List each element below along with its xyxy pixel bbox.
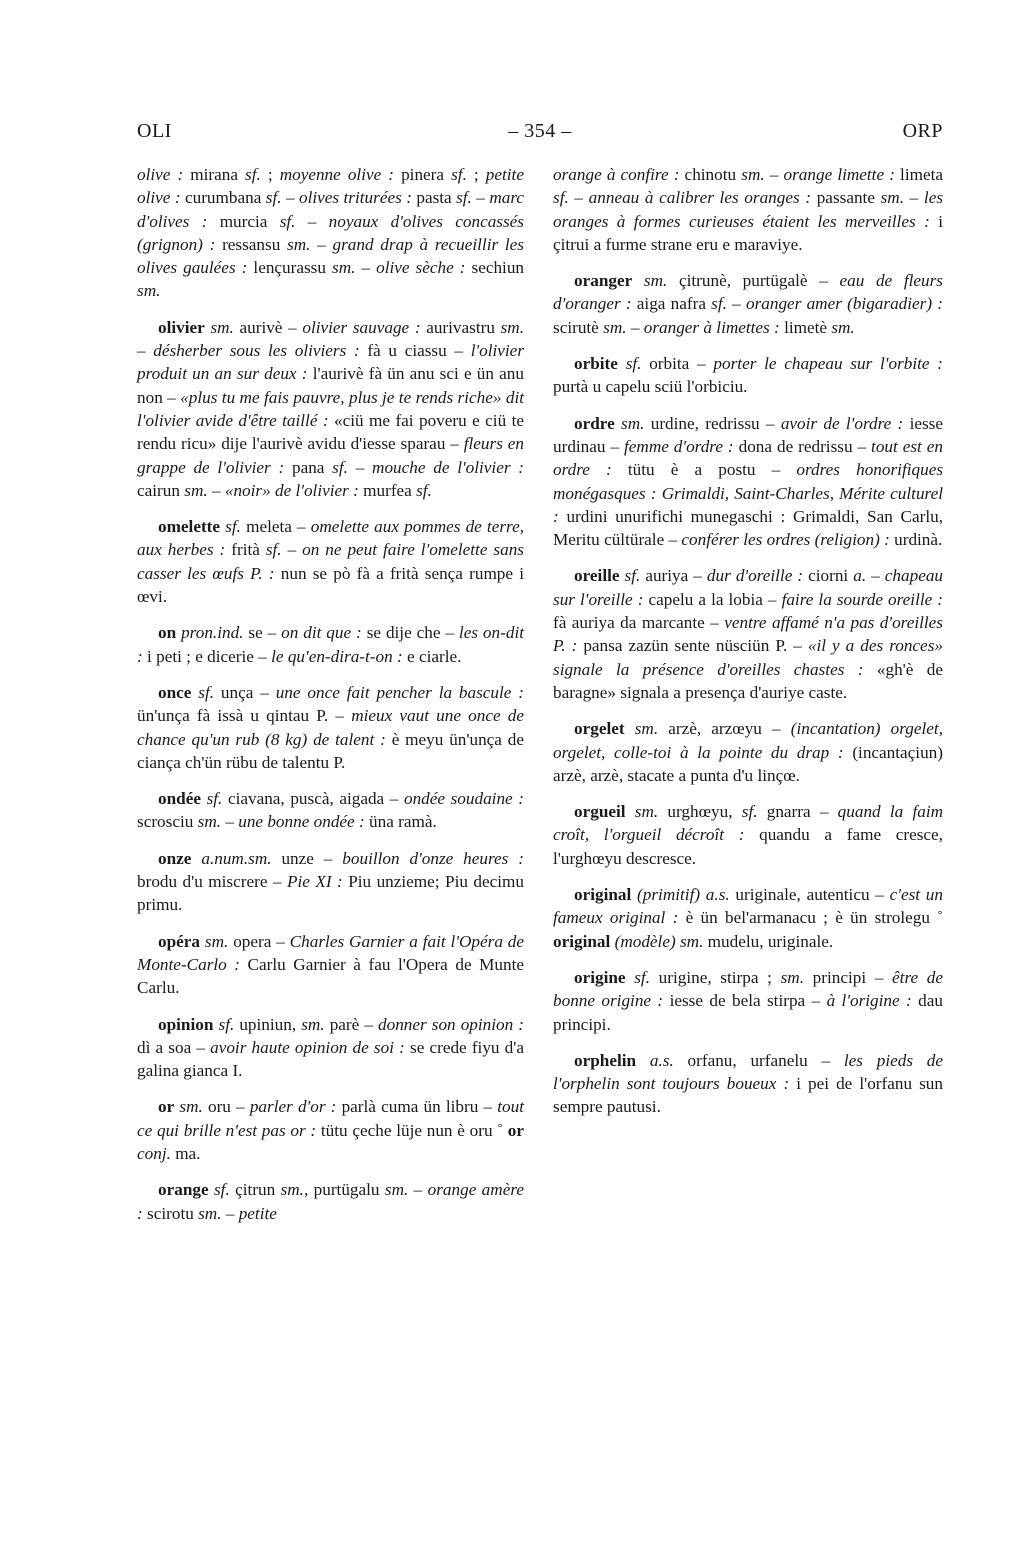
french-phrase: sm. [301,1014,325,1034]
monegasque-text: tütu çeche lüje nun è oru ˚ [316,1120,508,1140]
dictionary-entry [553,352,943,399]
headword: orphelin [574,1050,637,1070]
french-phrase: sf. [206,789,223,809]
monegasque-text: purtà u capelu sciü l'orbiciu. [553,377,748,397]
dictionary-entry [553,717,943,787]
french-phrase: sm. [384,1180,409,1200]
monegasque-text: urdini unurifichi munegaschi : Grimaldi, San Carlu, Meritu cültürale – [553,506,943,550]
french-phrase: tout ce qui brille n'est pas or : [137,1097,524,1140]
monegasque-text: limeta [894,165,944,184]
headword: orgelet [574,719,625,739]
monegasque-text: – [295,211,329,231]
monegasque-text: – [207,480,225,500]
french-phrase: porter le chapeau sur l'orbite : [713,354,944,374]
monegasque-text: meleta – [240,517,311,537]
french-phrase: oranger amer (bigaradier) : [745,294,944,314]
french-phrase: anneau à calibrer les oranges : [588,188,812,208]
french-phrase: sm. [500,317,524,337]
monegasque-text: dau principi. [553,991,943,1034]
headword: on [158,623,177,643]
monegasque-text: murfea [358,480,417,500]
monegasque-text: opera – [228,931,290,951]
french-phrase: olives triturées : [299,188,412,208]
monegasque-text: curumbana [180,188,266,208]
french-phrase: parler d'or : [249,1097,337,1117]
monegasque-text: principi – [804,967,893,987]
monegasque-text: i peti ; e dicerie – [142,646,272,666]
monegasque-text: pana [284,457,333,477]
french-phrase: sf. [634,967,650,987]
french-phrase: orange amère : [137,1180,524,1223]
monegasque-text [618,354,626,373]
french-phrase: mieux vaut une once de chance qu'un rub (8 kg) de talent : [137,706,524,749]
headword: original [553,931,611,951]
monegasque-text: urghœyu, [658,802,742,822]
monegasque-text: arzè, arzœyu – [658,719,791,739]
french-phrase: sm. [137,281,161,301]
french-phrase: tout est en ordre : [553,436,943,480]
monegasque-text: – [281,188,299,208]
monegasque-text: se dije che – [361,623,459,643]
monegasque-text: – [726,294,746,314]
monegasque-text: Carlu Garnier à fau l'Opera de Munte Carlu. [137,954,524,998]
monegasque-text: , purtügalu [303,1180,385,1200]
dictionary-entry [137,621,524,668]
monegasque-text: dona de redrissu – [733,436,872,456]
french-phrase: ordres honorifiques monégasques : Grimaldi, Saint-Charles, Mérite culturel : [553,460,944,526]
dictionary-entry [137,1095,524,1165]
monegasque-text: – [408,1180,428,1200]
french-phrase: les on-dit : [137,623,524,666]
dictionary-entry [137,930,524,1000]
french-phrase: eau de fleurs d'oranger : [553,271,943,314]
monegasque-text: aurivè – [233,317,303,337]
monegasque-text: se crede fiyu d'a galina gianca I. [137,1037,524,1081]
monegasque-text: orbita – [641,354,714,374]
entry-continuation [553,163,943,256]
headword: onze [158,848,192,868]
monegasque-text: (incantaçiun) arzè, arzè, stacate a punta d'u linçœ. [553,742,943,785]
monegasque-text: unça – [214,682,276,702]
french-phrase: sm. [280,1180,304,1200]
headword: original [574,885,632,905]
french-phrase: sm. [741,165,765,184]
monegasque-text [626,968,635,987]
monegasque-text: fà auriya da marcante – [553,613,725,633]
monegasque-text: dì a soa – [137,1037,211,1057]
monegasque-text: lençurassu [247,258,333,278]
french-phrase: mouche de l'olivier : [372,457,524,477]
dictionary-entry [137,316,524,502]
french-phrase: sm. [184,480,208,500]
monegasque-text: – [310,234,333,254]
dictionary-entry [137,1013,524,1083]
dictionary-entry [137,681,524,774]
french-phrase: avoir haute opinion de soi : [210,1037,405,1057]
monegasque-text: fà u ciassu – [359,341,471,361]
monegasque-text: limetè [779,317,832,337]
french-phrase: moyenne olive : [279,165,395,184]
french-phrase: sf. [225,517,241,537]
monegasque-text: gnarra – [757,802,838,822]
french-phrase: sm. [603,317,627,337]
monegasque-text: scirutè [553,317,604,337]
french-phrase: chapeau sur l'oreille : [553,566,944,609]
french-phrase: sf. [279,211,296,231]
monegasque-text: i çitrui a furme strane eru e maraviye. [553,211,943,254]
monegasque-text: ün'unça fà issà u qintau P. – [137,706,352,726]
french-phrase: bouillon d'onze heures : [342,848,524,868]
monegasque-text: capelu a la lobia – [643,589,782,609]
french-phrase: fleurs en grappe de l'olivier : [137,434,524,477]
dictionary-entry [553,269,943,339]
french-phrase: sm. [198,1203,222,1223]
french-phrase: sf. [416,480,432,500]
french-phrase: sm. [179,1097,203,1117]
french-phrase: sm. [621,413,645,433]
french-phrase: sf. [625,354,642,374]
french-phrase: conférer les ordres (religion) : [681,530,890,550]
french-phrase: sf. [198,682,215,702]
monegasque-text: scrosciu [137,812,198,832]
french-phrase: olivier sauvage : [302,317,421,337]
french-phrase: sf. [451,165,467,184]
french-phrase: «noir» de l'olivier : [224,480,359,500]
french-phrase: conj. [137,1143,171,1163]
french-phrase: marc d'olives : [137,188,524,231]
french-phrase: sf. [624,566,641,586]
french-phrase: a.s. [649,1050,674,1070]
monegasque-text: oru – [202,1097,250,1117]
monegasque-text: brodu d'u miscrere – [137,872,287,892]
monegasque-text: uriginale, autenticu – [729,885,890,905]
entry-continuation [137,163,524,303]
dictionary-entry [553,883,943,953]
french-phrase: noyaux d'olives concassés (grignon) : [137,211,524,254]
monegasque-text [191,849,201,868]
french-phrase: sf. [711,294,727,314]
dictionary-entry [137,515,524,608]
headword: once [158,682,192,702]
french-phrase: sf. [332,457,348,477]
monegasque-text: üna ramà. [364,812,437,832]
monegasque-text: e ciarle. [402,646,462,666]
french-phrase: sm. [204,931,229,951]
french-phrase: pron.ind. [181,623,244,643]
french-phrase: petite [238,1203,277,1223]
page-number: – 354 – [508,120,572,142]
french-phrase: Charles Garnier a fait l'Opéra de Monte-Carlo : [137,931,525,974]
french-phrase: grand drap à recueillir les olives gaulées : [137,234,524,278]
monegasque-text: urigine, stirpa ; [650,967,781,987]
monegasque-text: se – [243,623,282,643]
french-phrase: on ne peut faire l'omelette sans casser les œufs P. : [137,540,524,583]
headword: oranger [574,271,633,291]
french-phrase: ondée soudaine : [403,789,525,809]
dictionary-entry [553,564,943,704]
french-phrase: sf. [213,1180,230,1200]
monegasque-text: – [347,457,373,477]
dictionary-entry [553,800,943,870]
french-phrase: (modèle) sm. [614,931,704,951]
right-column [553,163,943,1132]
monegasque-text: mudelu, uriginale. [703,931,834,951]
french-phrase: femme d'ordre : [624,436,734,456]
french-phrase: sm. [780,967,804,987]
monegasque-text: mirana [183,165,246,184]
headword: opéra [158,931,201,951]
french-phrase: sm. [210,317,234,337]
french-phrase: a.num.sm. [201,848,272,868]
monegasque-text: urdine, redrissu – [644,413,781,433]
french-phrase: sm. [831,317,855,337]
headword: oreille [574,566,620,586]
left-column [137,163,524,1238]
monegasque-text: pansa zazün sente nüsciün P. – [577,636,808,656]
monegasque-text [625,719,635,738]
monegasque-text: sechiun [465,258,525,278]
headword: or [507,1120,524,1140]
monegasque-text: urdinà. [889,530,943,550]
french-phrase: sf. [456,188,472,208]
french-phrase: sm. [287,234,311,254]
french-phrase: une bonne ondée : [238,812,365,832]
monegasque-text: upiniun, [234,1014,302,1034]
headword: olivier [158,317,205,337]
dictionary-entry [137,1178,524,1225]
monegasque-text: – [221,812,239,832]
french-phrase: être de bonne origine : [553,967,944,1011]
monegasque-text: «gh'è de baragne» signala a presença d'auriye caste. [553,659,944,702]
monegasque-text: murcia [207,211,280,231]
monegasque-text: unze – [271,848,343,868]
dictionary-entry [137,847,524,917]
french-phrase: sm. [634,719,659,739]
monegasque-text: tütu è a postu – [611,460,797,480]
monegasque-text: cairun [137,480,185,500]
monegasque-text: ciavana, puscà, aigada – [222,789,404,809]
monegasque-text [626,802,635,821]
french-phrase: une once fait pencher la bascule : [275,682,525,702]
monegasque-text: ma. [170,1143,201,1163]
monegasque-text: orfanu, urfanelu – [673,1050,844,1070]
french-phrase: sf. [218,1014,235,1034]
monegasque-text: pinera [394,165,452,184]
monegasque-text: è ün bel'armanacu ; è ün strolegu ˚ [678,908,943,928]
french-phrase: donner son opinion : [378,1014,525,1034]
french-phrase: sm. [643,271,668,291]
monegasque-text: – [866,566,885,586]
monegasque-text: scirotu [142,1203,199,1223]
dictionary-entry [553,1049,943,1119]
monegasque-text: iesse de bela stirpa – [663,991,827,1011]
monegasque-text: è meyu ün'unça de ciança ch'ün rübu de talentu P. [137,729,524,772]
monegasque-text: – [568,188,589,208]
monegasque-text: çitrun [229,1180,281,1200]
headword: omelette [158,517,221,537]
french-phrase: les oranges à formes curieuses étaient les merveilles : [553,188,944,231]
monegasque-text: Piu unzieme; Piu decimu primu. [137,872,524,915]
french-phrase: sm. [880,188,905,208]
monegasque-text: ciorni [803,566,854,586]
monegasque-text: – [221,1203,239,1223]
monegasque-text: passante [811,188,881,208]
french-phrase: a. [853,566,867,586]
french-phrase: sm. [332,258,356,278]
monegasque-text: frità [225,540,266,560]
dictionary-entry [553,966,943,1036]
french-phrase: (incantation) orgelet, orgelet, colle-toi à la pointe du drap : [553,719,943,762]
headword: ordre [574,413,615,433]
french-phrase: Pie XI : [286,872,343,892]
french-phrase: sf. [265,188,282,208]
monegasque-text: aiga nafra [631,294,712,314]
monegasque-text: parlà cuma ün libru – [336,1097,498,1117]
running-header [137,120,943,150]
french-phrase: sf. [741,802,758,822]
french-phrase: sf. [245,165,261,184]
monegasque-text: i pei de l'orfanu sun sempre pautusi. [553,1074,943,1117]
monegasque-text: ; [466,165,486,184]
monegasque-text [636,1051,650,1070]
monegasque-text: l'aurivè fà ün anu sci e ün anu non – [137,364,524,407]
header-last-guide-word: ORP [902,120,943,142]
monegasque-text: – [764,165,784,184]
french-phrase: sf. [265,540,282,560]
headword: orange [158,1180,209,1200]
french-phrase: orange à confire : [553,165,680,184]
monegasque-text [632,271,644,290]
french-phrase: on dit que : [281,623,362,643]
monegasque-text: ressansu [215,234,288,254]
monegasque-text: «ciü me fai poveru e ciü te rendu ricu» dije l'aurivè avidu d'iesse sparau – [137,410,524,454]
french-phrase: l'olivier produit un an sur deux : [137,341,525,384]
monegasque-text: – [355,258,377,278]
monegasque-text: – [137,341,154,361]
french-phrase: (primitif) a.s. [637,885,730,905]
french-phrase: olive : [137,165,184,184]
french-phrase: à l'origine : [826,991,912,1011]
french-phrase: sf. [553,188,569,208]
monegasque-text: auriya – [640,566,707,586]
headword: opinion [158,1014,214,1034]
headword: orgueil [574,802,626,822]
french-phrase: désherber sous les oliviers : [153,341,360,361]
dictionary-entry [553,412,943,552]
french-phrase: omelette aux pommes de terre, aux herbes : [137,517,525,560]
monegasque-text: aurivastru [420,317,501,337]
french-phrase: ventre affamé n'a pas d'oreilles P. : [553,613,943,656]
monegasque-text: pasta [411,188,457,208]
french-phrase: les pieds de l'orphelin sont toujours boueux : [553,1050,943,1094]
monegasque-text: iesse urdinau – [553,413,943,456]
monegasque-text: – [904,188,924,208]
monegasque-text: – [471,188,490,208]
french-phrase: avoir de l'ordre : [780,413,904,433]
header-first-guide-word: OLI [137,120,172,142]
dictionary-entry [137,787,524,834]
french-phrase: faire la sourde oreille : [781,589,944,609]
french-phrase: sm. [634,802,659,822]
monegasque-text: parè – [324,1014,378,1034]
headword: orbite [574,354,618,374]
french-phrase: orange limette : [783,165,895,184]
monegasque-text: – [626,317,644,337]
french-phrase: c'est un fameux original : [553,885,943,928]
monegasque-text: quandu a fame cresce, l'urghœyu descresce. [553,825,943,868]
french-phrase: le qu'en-dira-t-on : [271,646,403,666]
headword: origine [574,967,626,987]
monegasque-text: nun se pò fà a frità sença rumpe i œvi. [137,563,524,607]
monegasque-text: – [281,540,303,560]
french-phrase: «plus tu me fais pauvre, plus je te rends riche» dit l'olivier avide d'être taillé : [137,387,524,430]
headword: or [158,1097,175,1117]
french-phrase: «il y a des ronces» signale la présence d'oreilles chastes : [553,636,943,679]
headword: ondée [158,789,201,809]
french-phrase: dur d'oreille : [706,566,804,586]
french-phrase: quand la faim croît, l'orgueil décroît : [553,802,944,845]
monegasque-text: chinotu [679,165,742,184]
french-phrase: oranger à limettes : [643,317,780,337]
french-phrase: petite olive : [137,165,524,208]
monegasque-text: çitrunè, purtügalè – [667,271,840,291]
french-phrase: olive sèche : [376,258,466,278]
monegasque-text: ; [260,165,280,184]
french-phrase: sm. [197,812,222,832]
